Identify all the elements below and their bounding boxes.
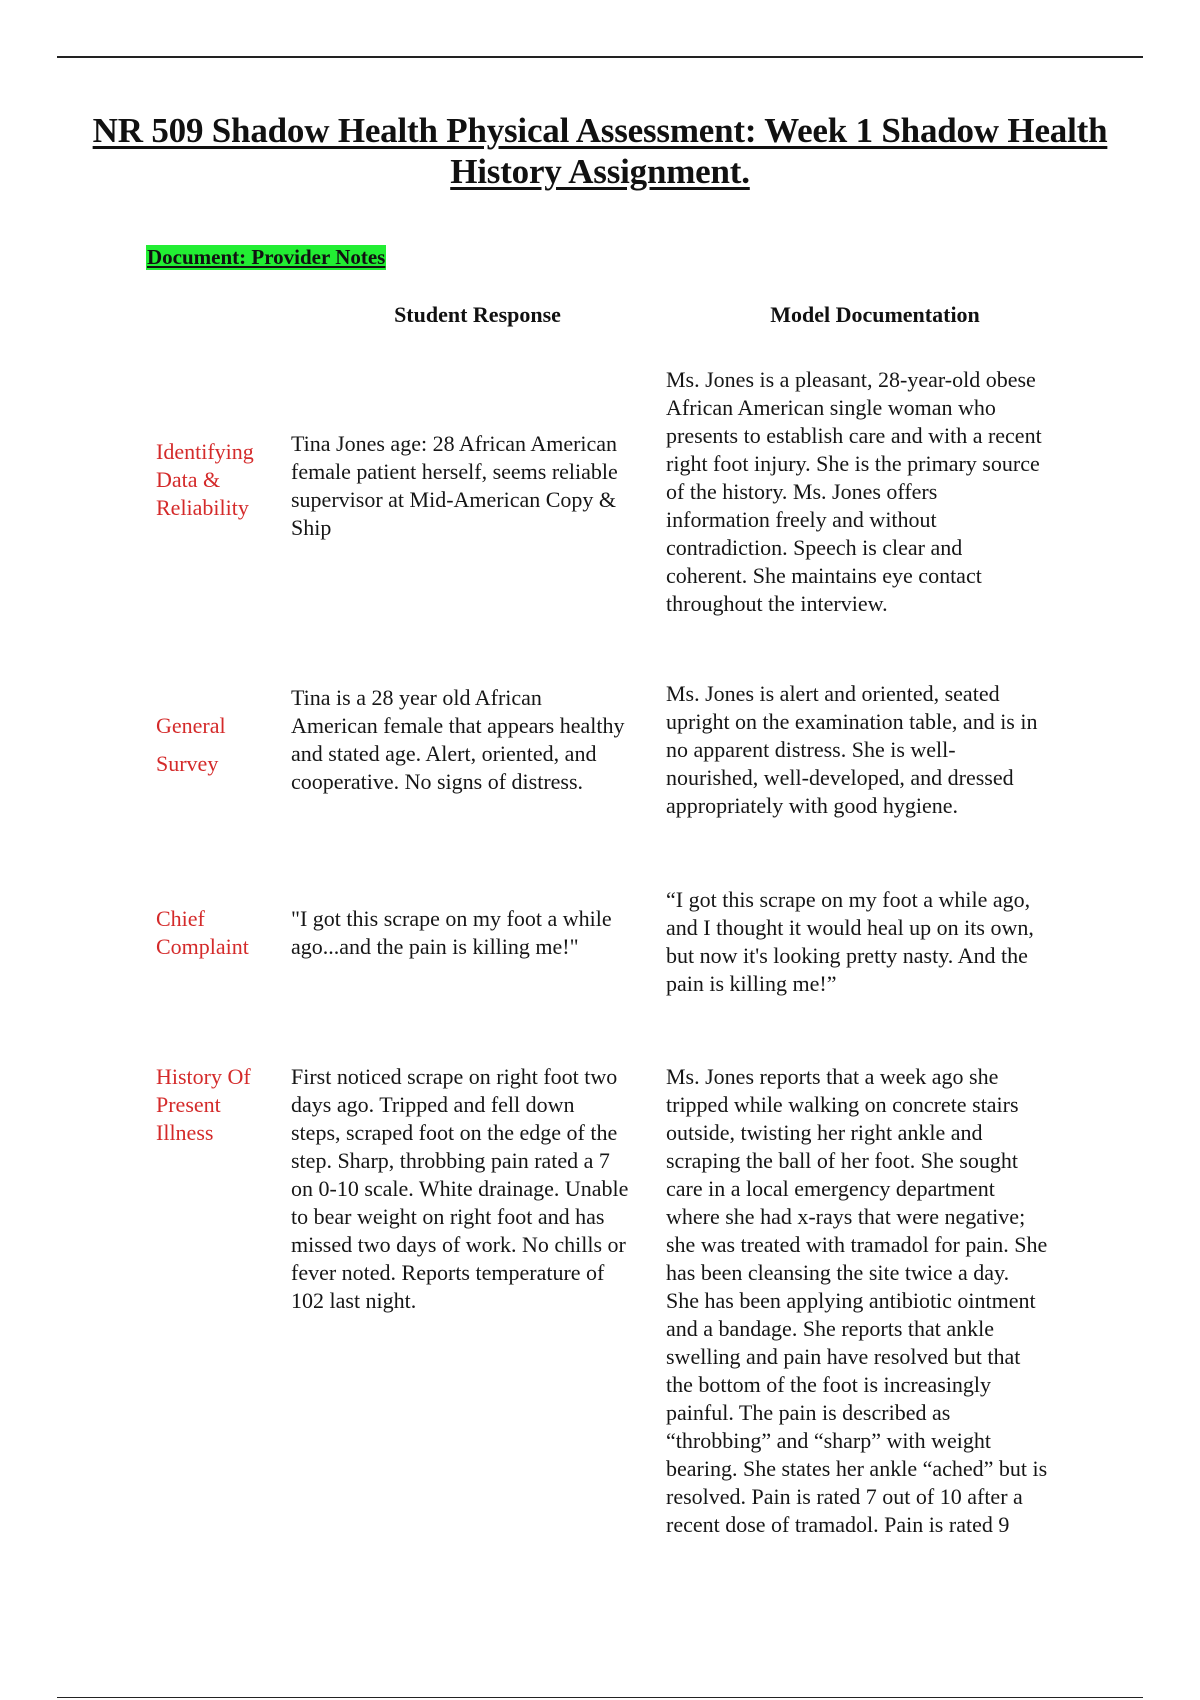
student-response-identifying-data: Tina Jones age: 28 African American female patient herself, seems reliable supervisor at Mid-American Copy & Ship: [291, 431, 618, 540]
row-label-chief-complaint: Chief Complaint: [156, 906, 249, 959]
model-documentation-history-of-present-illness: Ms. Jones reports that a week ago she tripped while walking on concrete stairs outside, twisting her right ankle and scraping the ball of her foot. She sought care in a local emergency department where she had x-rays that were negative; she was treated with tramadol for pain. She has been cleansing the site twice a day. She has been applying antibiotic ointment and a bandage. She reports that ankle swelling and pain have resolved but that the bottom of the foot is increasingly painful. The pain is described as “throbbing” and “sharp” with weight bearing. She states her ankle “ached” but is resolved. Pain is rated 7 out of 10 after a recent dose of tramadol. Pain is rated 9: [666, 1064, 1048, 1537]
student-response-general-survey: Tina is a 28 year old African American female that appears healthy and stated age. Alert, oriented, and cooperative. No signs of distress.: [291, 685, 625, 794]
model-documentation-identifying-data: Ms. Jones is a pleasant, 28-year-old obese African American single woman who presents to establish care and with a recent right foot injury. She is the primary source of the history. Ms. Jones offers information freely and without contradiction. Speech is clear and coherent. She maintains eye contact throughout the interview.: [666, 367, 1042, 616]
top-rule: [57, 56, 1143, 58]
model-documentation-header: Model Documentation: [770, 302, 980, 327]
student-response-header: Student Response: [394, 302, 561, 327]
student-response-history-of-present-illness: First noticed scrape on right foot two days ago. Tripped and fell down steps, scraped foot on the edge of the step. Sharp, throbbing pain rated a 7 on 0-10 scale. White drainage. Unable to bear weight on right foot and has missed two days of work. No chills or fever noted. Reports temperature of 102 last night.: [291, 1064, 629, 1313]
model-documentation-general-survey: Ms. Jones is alert and oriented, seated upright on the examination table, and is in no apparent distress. She is well- nourished, well-developed, and dressed appropriately with good hygiene.: [666, 681, 1038, 818]
row-label-general-survey: General Survey: [156, 713, 226, 776]
bottom-rule: [57, 1697, 1143, 1698]
row-label-identifying-data: Identifying Data & Reliability: [156, 439, 254, 520]
model-documentation-chief-complaint: “I got this scrape on my foot a while ago, and I thought it would heal up on its own, but now it's looking pretty nasty. And the pain is killing me!”: [666, 887, 1034, 996]
row-label-history-of-present-illness: History Of Present Illness: [156, 1064, 251, 1145]
document-title: NR 509 Shadow Health Physical Assessment: Week 1 Shadow Health History Assignment.: [92, 111, 1108, 191]
student-response-chief-complaint: "I got this scrape on my foot a while ago...and the pain is killing me!": [291, 906, 612, 959]
section-label: Document: Provider Notes: [147, 245, 386, 269]
